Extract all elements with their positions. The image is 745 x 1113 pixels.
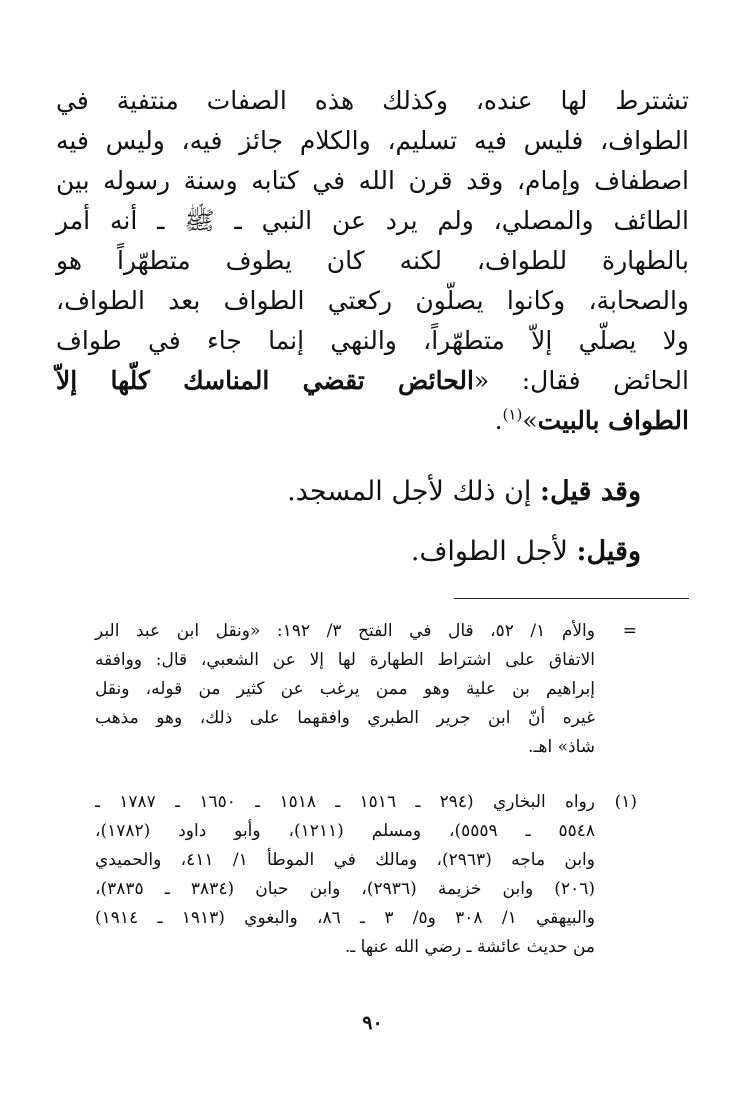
footnote-reference[interactable]: (١) [502,405,523,424]
hadith-quote-part1: الحائض تقضي المناسك كلّها إلاّ [56,366,474,395]
body-line: بالطهارة للطواف، لكنه كان يطوف متطهّراً هو [56,246,689,275]
footnote-line: من حديث عائشة ـ رضي الله عنها ـ. [344,937,595,957]
statement-2 [411,532,641,572]
period: . [494,406,503,435]
statement-1-label: وقد قيل: [540,476,641,507]
hadith-intro: الحائض فقال: « [473,366,689,395]
body-line: تشترط لها عنده، وكذلك هذه الصفات منتفية في [56,86,689,115]
footnote-line: (٢٠٦) وابن خزيمة (٢٩٣٦)، وابن حبان (٣٨٣٤ ـ ٣٨٣٥)، [95,879,595,899]
statement-1-text: إن ذلك لأجل المسجد. [287,476,532,507]
footnote-line: ٥٥٤٨ ـ ٥٥٥٩)، ومسلم (١٢١١)، وأبو داود (١٧٨٢)، [95,821,596,841]
body-line: اصطفاف وإمام، وقد قرن الله في كتابه وسنة رسوله بين [56,166,689,195]
footnote-continuation-line: إبراهيم بن علية وهو ممن يرغب عن كثير من قوله، ونقل [95,679,595,699]
footnote-line: والبيهقي ١/ ٣٠٨ و٥/ ٣ ـ ٨٦، والبغوي (١٩١٣ ـ ١٩١٤) [95,908,595,928]
statement-2-text: لأجل الطواف. [410,536,568,567]
quote-close: » [522,406,538,435]
footnote-line: وابن ماجه (٢٩٦٣)، ومالك في الموطأ ١/ ٤١١، والحميدي [95,850,595,870]
hadith-line-end [56,401,689,441]
page-number: ٩٠ [362,1012,383,1034]
footnote-number: (١) [614,792,637,812]
hadith-line [56,361,689,401]
statement-2-label: وقيل: [576,536,641,567]
footnote-continuation-line: شاذ» اهـ. [528,737,595,757]
body-line: الطواف، فليس فيه تسليم، والكلام جائز فيه، وليس فيه [56,126,689,155]
footnote-continuation-line: والأم ١/ ٥٢، قال في الفتح ٣/ ١٩٢: «ونقل ابن عبد البر [95,621,595,641]
footnote-continuation-line: الاتفاق على اشتراط الطهارة لها إلا عن الشعبي، قال: ووافقه [95,650,595,670]
statement-1 [287,472,641,512]
footnote-continuation-line: غيره أنّ ابن جرير الطبري وافقهما على ذلك، وهو مذهب [95,708,595,728]
footnote-separator [454,598,689,599]
continuation-mark: = [622,621,637,641]
body-line: والصحابة، وكانوا يصلّون ركعتي الطواف بعد الطواف، [56,286,689,315]
body-line: ولا يصلّي إلاّ متطهّراً، والنهي إنما جاء في طواف [56,326,689,355]
footnote-line: رواه البخاري (٢٩٤ ـ ١٥١٦ ـ ١٥١٨ ـ ١٦٥٠ ـ ١٧٨٧ ـ [95,792,595,812]
hadith-quote-part2: الطواف بالبيت [537,406,689,435]
body-line: الطائف والمصلي، ولم يرد عن النبي ـ ﷺ ـ أنه أمر [56,206,689,235]
